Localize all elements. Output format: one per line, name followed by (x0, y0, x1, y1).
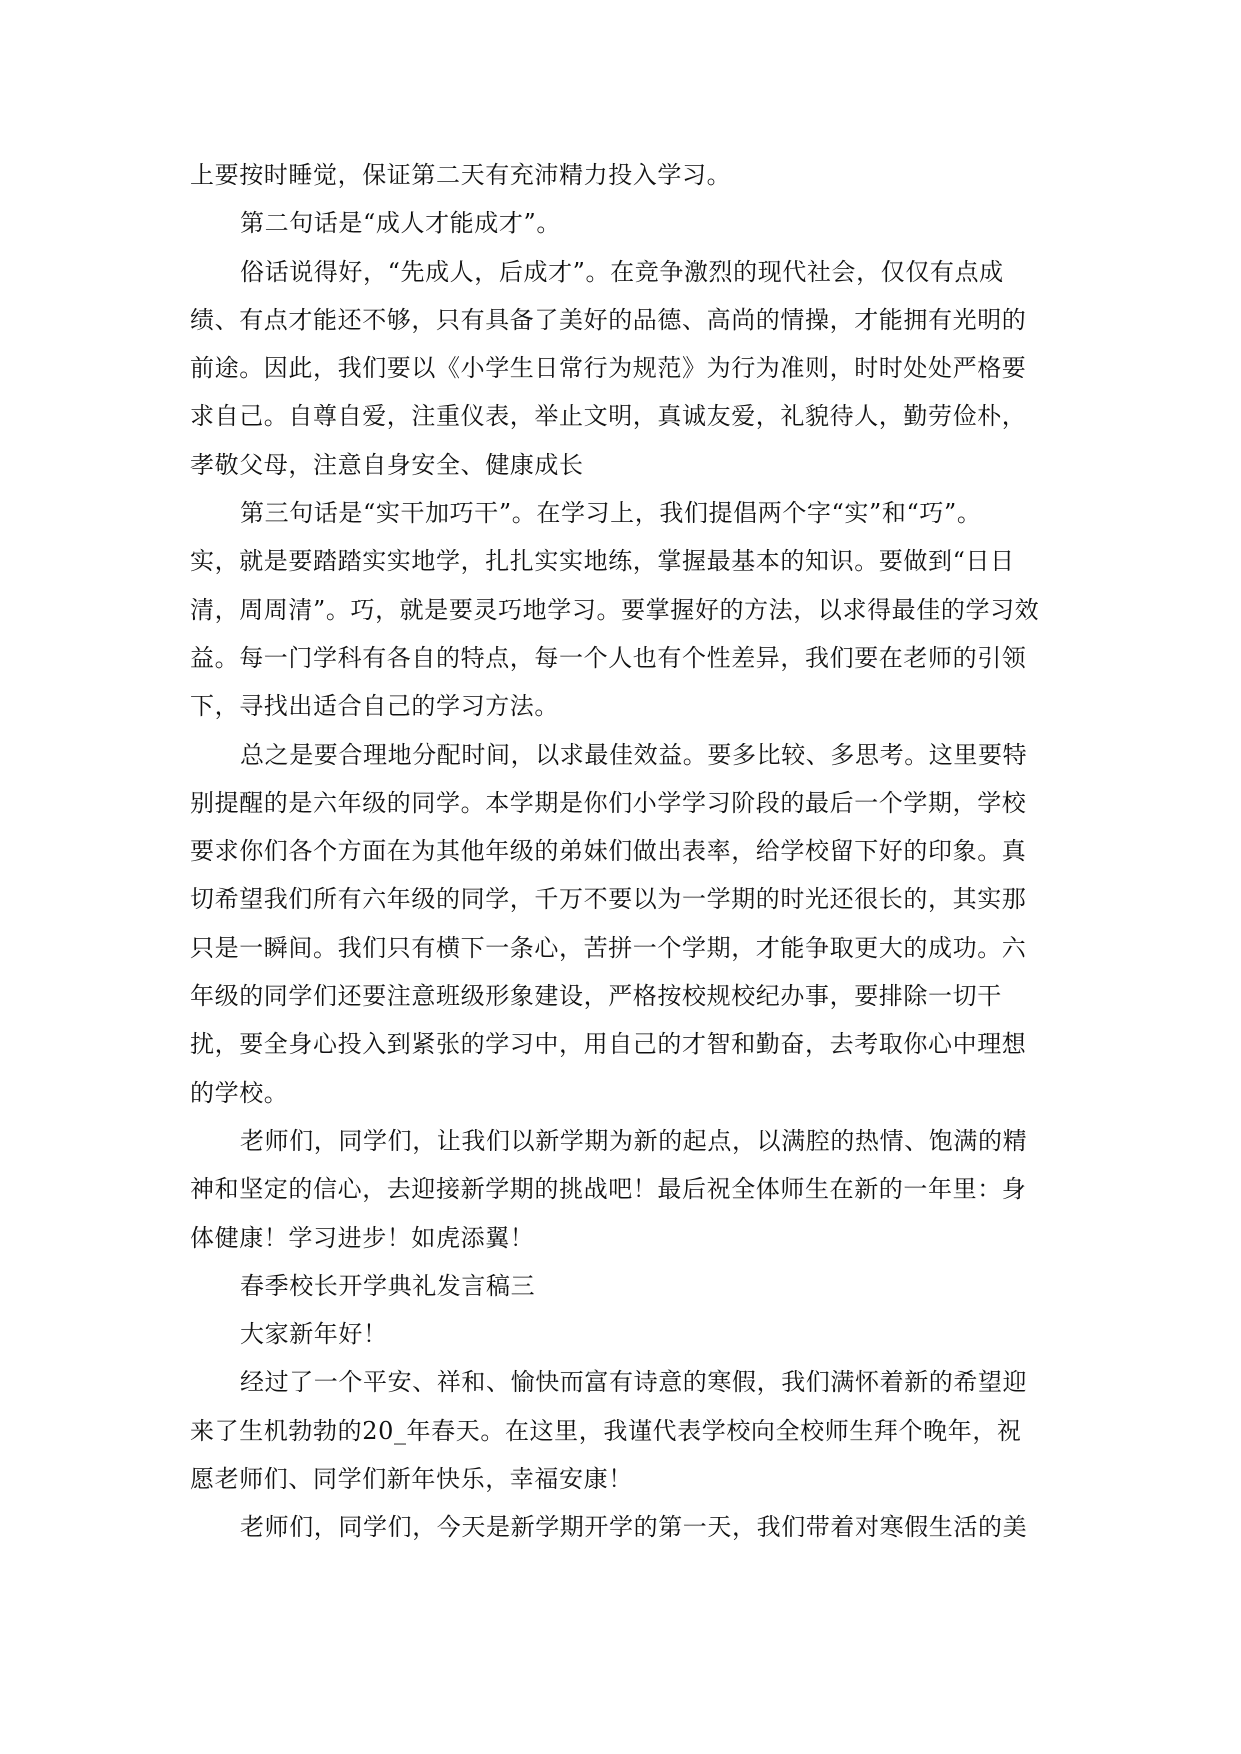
paragraph (190, 248, 1090, 489)
text-line: 老师们，同学们，今天是新学期开学的第一天，我们带着对寒假生活的美 (240, 1513, 1028, 1542)
text-line: 益。每一门学科有各自的特点，每一个人也有个性差异，我们要在老师的引领 (190, 643, 1027, 672)
text-line: 只是一瞬间。我们只有横下一条心，苦拼一个学期，才能争取更大的成功。六 (190, 933, 1027, 962)
text-line: 求自己。自尊自爱，注重仪表，举止文明，真诚友爱，礼貌待人，勤劳俭朴， (190, 402, 1027, 431)
text-line: 总之是要合理地分配时间，以求最佳效益。要多比较、多思考。这里要特 (240, 740, 1028, 769)
text-line: 扰，要全身心投入到紧张的学习中，用自己的才智和勤奋，去考取你心中理想 (190, 1030, 1027, 1059)
section-title (190, 1262, 1090, 1310)
paragraph (190, 1503, 1090, 1551)
text-line: 绩、有点才能还不够，只有具备了美好的品德、高尚的情操，才能拥有光明的 (190, 305, 1027, 334)
text-line: 俗话说得好，“先成人，后成才”。在竞争激烈的现代社会，仅仅有点成 (240, 257, 1004, 286)
text-line: 神和坚定的信心，去迎接新学期的挑战吧！最后祝全体师生在新的一年里：身 (190, 1175, 1027, 1204)
text-line: 大家新年好！ (240, 1320, 388, 1349)
text-line: 体健康！学习进步！如虎添翼！ (190, 1223, 535, 1252)
text-line: 的学校。 (190, 1078, 289, 1107)
paragraph (190, 731, 1090, 1117)
paragraph (190, 151, 1090, 199)
paragraph (190, 1117, 1090, 1262)
paragraph (190, 1358, 1090, 1503)
text-line: 要求你们各个方面在为其他年级的弟妹们做出表率，给学校留下好的印象。真 (190, 837, 1027, 866)
text-line: 实，就是要踏踏实实地学，扎扎实实地练，掌握最基本的知识。要做到“日日 (190, 547, 1015, 576)
document-body (190, 151, 1090, 1552)
text-line: 清，周周清”。巧，就是要灵巧地学习。要掌握好的方法，以求得最佳的学习效 (190, 595, 1040, 624)
text-line: 来了生机勃勃的20_年春天。在这里，我谨代表学校向全校师生拜个晚年，祝 (190, 1416, 1022, 1445)
paragraph (190, 489, 1090, 730)
text-line: 孝敬父母，注意自身安全、健康成长 (190, 450, 584, 479)
text-line: 第三句话是“实干加巧干”。在学习上，我们提倡两个字“实”和“巧”。 (240, 499, 982, 528)
section-title-text: 春季校长开学典礼发言稿三 (240, 1271, 536, 1300)
text-line: 切希望我们所有六年级的同学，千万不要以为一学期的时光还很长的，其实那 (190, 885, 1027, 914)
text-line: 第二句话是“成人才能成才”。 (240, 209, 561, 238)
text-line: 老师们，同学们，让我们以新学期为新的起点，以满腔的热情、饱满的精 (240, 1126, 1028, 1155)
text-line: 经过了一个平安、祥和、愉快而富有诗意的寒假，我们满怀着新的希望迎 (240, 1368, 1028, 1397)
text-line: 年级的同学们还要注意班级形象建设，严格按校规校纪办事，要排除一切干 (190, 982, 1002, 1011)
text-line: 前途。因此，我们要以《小学生日常行为规范》为行为准则，时时处处严格要 (190, 354, 1027, 383)
greeting (190, 1310, 1090, 1358)
text-line: 下，寻找出适合自己的学习方法。 (190, 692, 559, 721)
text-line: 愿老师们、同学们新年快乐，幸福安康！ (190, 1465, 633, 1494)
paragraph (190, 199, 1090, 247)
text-line: 别提醒的是六年级的同学。本学期是你们小学学习阶段的最后一个学期，学校 (190, 788, 1027, 817)
text-line: 上要按时睡觉，保证第二天有充沛精力投入学习。 (190, 161, 732, 189)
